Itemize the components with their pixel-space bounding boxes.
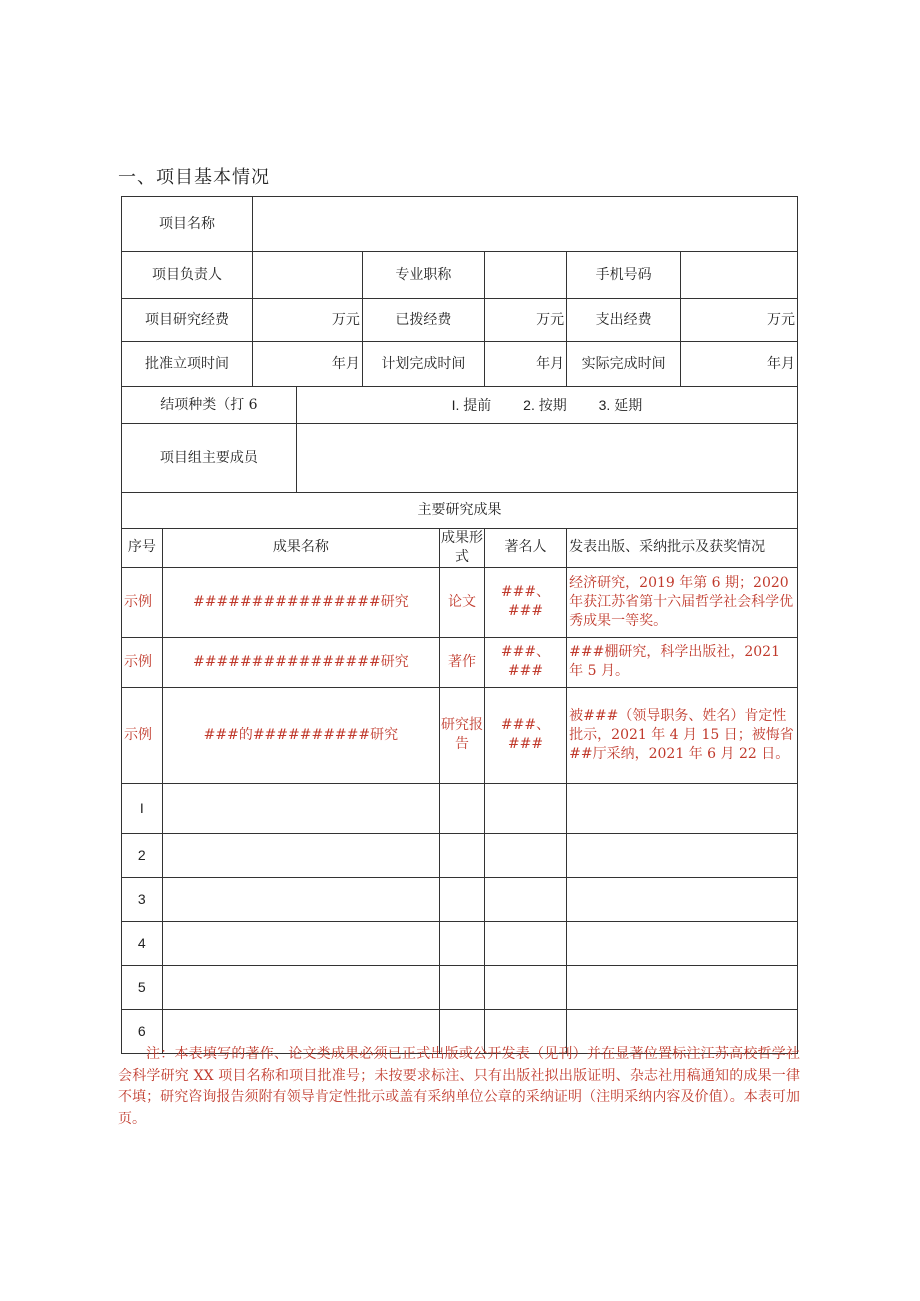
result-authors: ###、###	[484, 687, 566, 783]
conclusion-label: 结项种类（打 6	[122, 387, 297, 424]
title-label: 专业职称	[362, 252, 484, 299]
table-row	[122, 567, 798, 637]
result-publication: ###棚研究，科学出版社，2021 年 5 月。	[567, 637, 798, 687]
result-publication-cell[interactable]	[567, 783, 798, 833]
actual-finish-field[interactable]: 年月	[681, 342, 798, 387]
row-number: 6	[122, 1009, 163, 1053]
phone-field[interactable]	[681, 252, 798, 299]
table-row[interactable]	[122, 877, 798, 921]
table-row	[122, 687, 798, 783]
result-name: ################研究	[162, 637, 439, 687]
table-row[interactable]	[122, 921, 798, 965]
plan-finish-field[interactable]: 年月	[484, 342, 566, 387]
row-number: 4	[122, 921, 163, 965]
result-authors-cell[interactable]	[484, 833, 566, 877]
result-publication-cell[interactable]	[567, 965, 798, 1009]
result-publication-cell[interactable]	[567, 877, 798, 921]
section-title: 一、项目基本情况	[118, 167, 270, 188]
header-no: 序号	[122, 529, 163, 568]
phone-label: 手机号码	[567, 252, 681, 299]
header-name: 成果名称	[162, 529, 439, 568]
table-row[interactable]	[122, 833, 798, 877]
project-name-label: 项目名称	[122, 197, 253, 252]
header-publication: 发表出版、采纳批示及获奖情况	[567, 529, 798, 568]
result-publication-cell[interactable]	[567, 921, 798, 965]
members-field[interactable]	[296, 424, 797, 493]
header-form: 成果形式	[440, 529, 485, 568]
result-authors-cell[interactable]	[484, 877, 566, 921]
result-authors: ###、###	[484, 567, 566, 637]
basic-info-table	[121, 196, 798, 1054]
row-number: 示例	[122, 637, 163, 687]
result-name-cell[interactable]	[162, 965, 439, 1009]
result-authors: ###、###	[484, 637, 566, 687]
approval-time-label: 批准立项时间	[122, 342, 253, 387]
leader-field[interactable]	[253, 252, 363, 299]
row-number: 3	[122, 877, 163, 921]
result-publication: 经济研究，2019 年第 6 期；2020 年获江苏省第十六届哲学社会科学优秀成果一等奖。	[567, 567, 798, 637]
title-field[interactable]	[484, 252, 566, 299]
result-form-cell[interactable]	[440, 833, 485, 877]
funding-label: 项目研究经费	[122, 299, 253, 342]
result-form-cell[interactable]	[440, 965, 485, 1009]
result-form-cell[interactable]	[440, 921, 485, 965]
allocated-field[interactable]: 万元	[484, 299, 566, 342]
result-name-cell[interactable]	[162, 833, 439, 877]
result-form-cell[interactable]	[440, 783, 485, 833]
info-form	[121, 196, 798, 1054]
result-name: ################研究	[162, 567, 439, 637]
result-form: 论文	[440, 567, 485, 637]
row-number: 2	[122, 833, 163, 877]
result-form-cell[interactable]	[440, 877, 485, 921]
result-name-cell[interactable]	[162, 877, 439, 921]
members-label: 项目组主要成员	[122, 424, 297, 493]
leader-label: 项目负责人	[122, 252, 253, 299]
row-number: 示例	[122, 687, 163, 783]
spent-field[interactable]: 万元	[681, 299, 798, 342]
approval-time-field[interactable]: 年月	[253, 342, 363, 387]
allocated-label: 已拨经费	[362, 299, 484, 342]
result-authors-cell[interactable]	[484, 965, 566, 1009]
conclusion-options[interactable]: I. 提前 2. 按期 3. 延期	[296, 387, 797, 424]
spent-label: 支出经费	[567, 299, 681, 342]
plan-finish-label: 计划完成时间	[362, 342, 484, 387]
result-authors-cell[interactable]	[484, 783, 566, 833]
result-authors-cell[interactable]	[484, 921, 566, 965]
result-publication: 被###（领导职务、姓名）肯定性批示，2021 年 4 月 15 日；被悔省##厅采纳，2021 年 6 月 22 日。	[567, 687, 798, 783]
funding-field[interactable]: 万元	[253, 299, 363, 342]
row-number: I	[122, 783, 163, 833]
result-name: ###的##########研究	[162, 687, 439, 783]
project-name-field[interactable]	[253, 197, 798, 252]
footnote: 注：本表填写的著作、论文类成果必须已正式出版或公开发表（见刊）并在显著位置标注江苏高校哲学社会科学研究 XX 项目名称和项目批准号；未按要求标注、只有出版社拟出版证明、杂志社用稿通知的成果一律不填；研究咨询报告须附有领导肯定性批示或盖有采纳单位公章的采纳证明（注明采纳内容及价值）。本表可加页。	[118, 1046, 800, 1128]
table-row[interactable]	[122, 965, 798, 1009]
row-number: 示例	[122, 567, 163, 637]
header-authors: 著名人	[484, 529, 566, 568]
result-form: 著作	[440, 637, 485, 687]
table-row[interactable]	[122, 783, 798, 833]
results-title: 主要研究成果	[122, 493, 798, 529]
result-publication-cell[interactable]	[567, 833, 798, 877]
result-form: 研究报告	[440, 687, 485, 783]
result-name-cell[interactable]	[162, 921, 439, 965]
row-number: 5	[122, 965, 163, 1009]
result-name-cell[interactable]	[162, 783, 439, 833]
actual-finish-label: 实际完成时间	[567, 342, 681, 387]
table-row	[122, 637, 798, 687]
